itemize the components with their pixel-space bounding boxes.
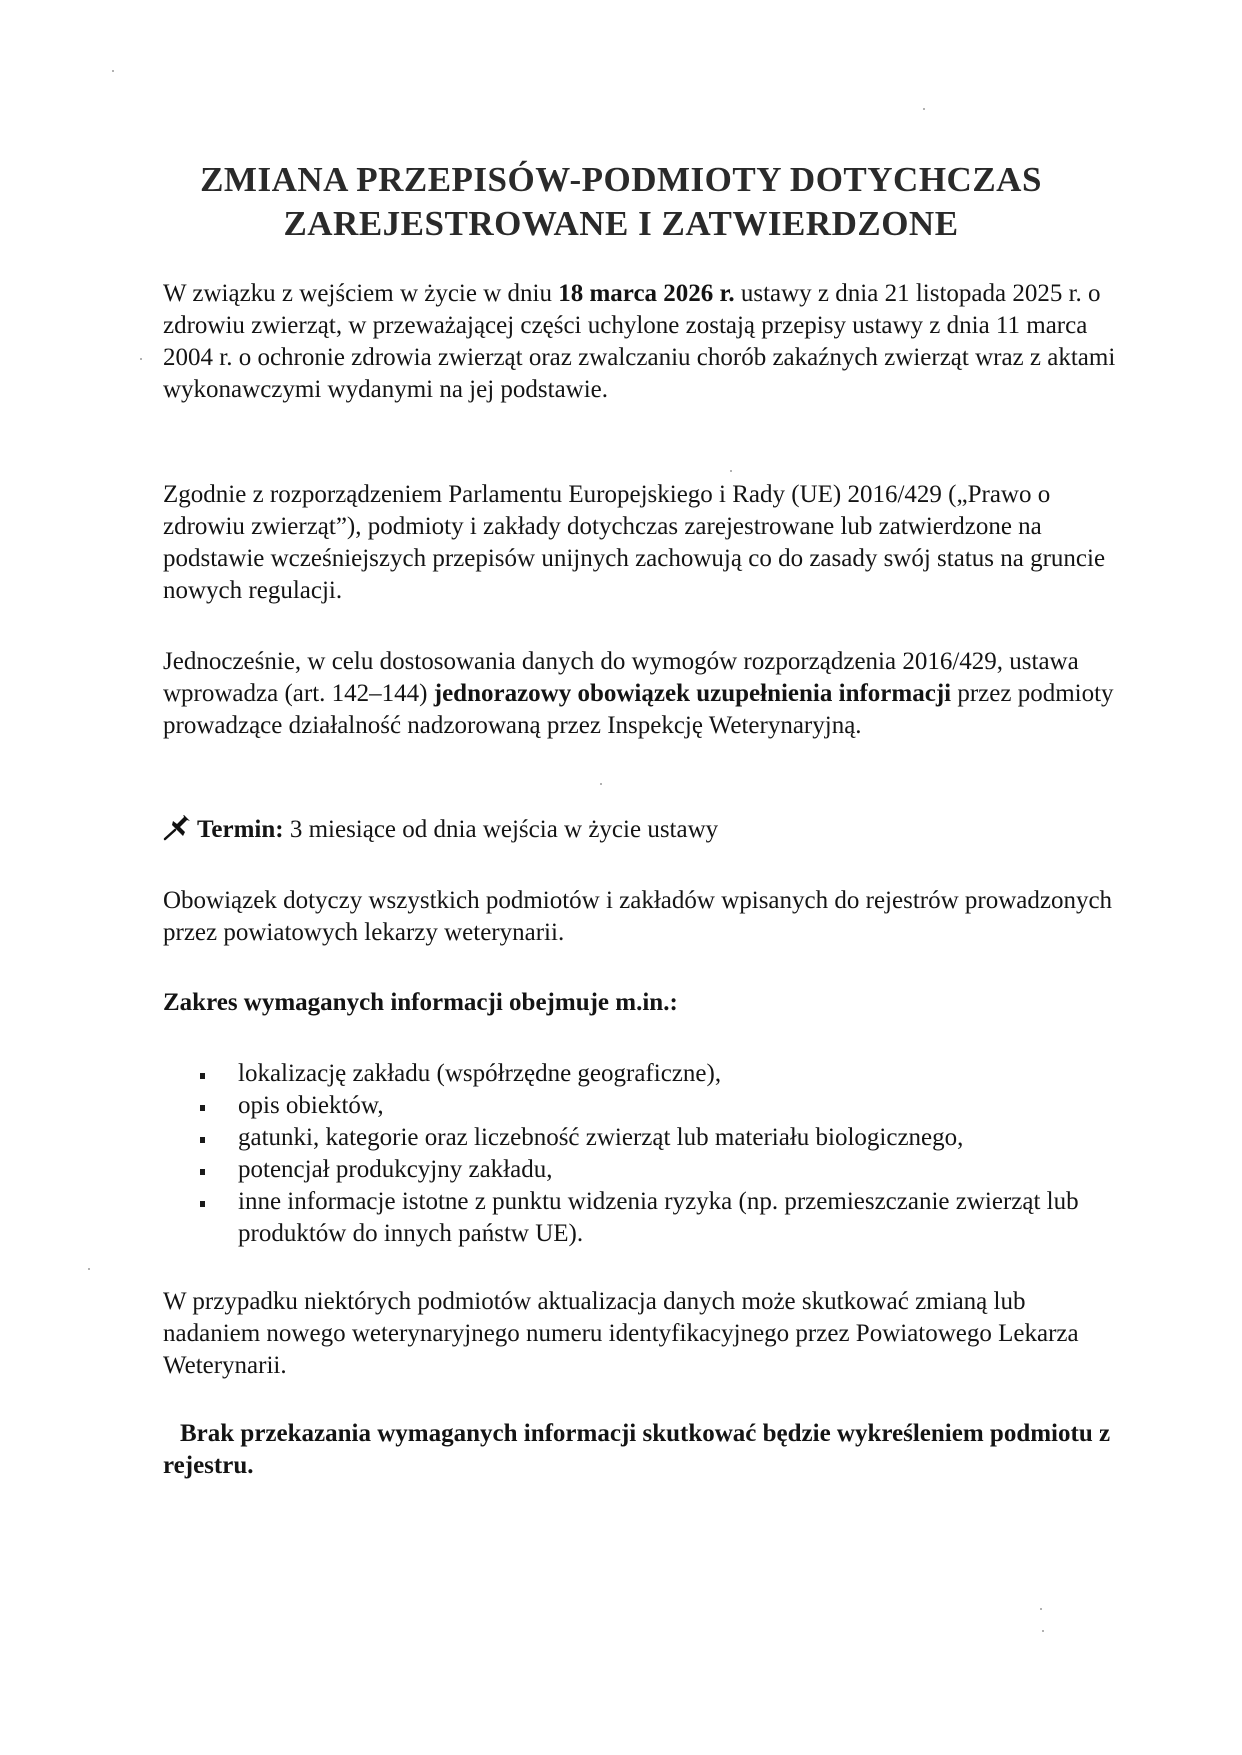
- list-item-text: potencjał produkcyjny zakładu,: [238, 1156, 553, 1183]
- list-heading: Zakres wymaganych informacji obejmuje m.in.:: [163, 989, 678, 1016]
- deadline-text: 3 miesiące od dnia wejścia w życie ustawy: [283, 816, 719, 843]
- paragraph-scope: Obowiązek dotyczy wszystkich podmiotów i zakładów wpisanych do rejestrów prowadzonych przez powiatowych lekarzy weterynarii.: [163, 887, 1113, 946]
- paragraph-effective-date: [163, 278, 1123, 406]
- effective-date: 18 marca 2026 r.: [558, 280, 735, 307]
- bullet-icon: [200, 1169, 205, 1175]
- paragraph-text: W związku z wejściem w życie w dniu: [163, 280, 559, 307]
- bullet-icon: [200, 1137, 205, 1143]
- deadline-label: Termin:: [197, 816, 284, 843]
- paragraph-text: ustawy z dnia 21 listopada 2025 r. o zdrowiu zwierząt, w przeważającej części uchylone zostają przepisy ustawy z dnia 11 marca 2004 r. o ochronie zdrowia zwierząt oraz zwalczaniu chorób zakaźnych zwierząt wraz z aktami wykonawczymi wydanymi na jej podstawie.: [163, 280, 1116, 403]
- list-item: [185, 1186, 1105, 1250]
- list-item: [185, 1154, 1105, 1186]
- paragraph-text: przez podmioty prowadzące działalność nadzorowaną przez Inspekcję Weterynaryjną.: [163, 680, 1114, 739]
- paragraph-warning: [163, 1418, 1123, 1482]
- paragraph-obligation: [163, 646, 1123, 742]
- list-item: [185, 1090, 1105, 1122]
- scan-speck: [730, 470, 732, 472]
- required-information-list: [185, 1058, 1105, 1250]
- title-line-1: ZMIANA PRZEPISÓW-PODMIOTY DOTYCHCZAS: [200, 160, 1042, 199]
- document-title: [100, 158, 1142, 246]
- list-item: [185, 1058, 1105, 1090]
- list-item-text: lokalizację zakładu (współrzędne geograficzne),: [238, 1060, 722, 1087]
- list-item: [185, 1122, 1105, 1154]
- warning-text: Brak przekazania wymaganych informacji skutkować będzie wykreśleniem podmiotu z rejestru.: [163, 1420, 1111, 1479]
- scan-speck: [112, 70, 114, 72]
- paragraph-identification-number: W przypadku niektórych podmiotów aktualizacja danych może skutkować zmianą lub nadaniem nowego weterynaryjnego numeru identyfikacyjnego przez Powiatowego Lekarza Weterynarii.: [163, 1288, 1079, 1379]
- scan-speck: [140, 358, 142, 360]
- scan-speck: [1042, 1630, 1044, 1632]
- deadline-line: [163, 814, 1123, 846]
- list-item-text: gatunki, kategorie oraz liczebność zwierząt lub materiału biologicznego,: [238, 1124, 964, 1151]
- title-line-2: ZAREJESTROWANE I ZATWIERDZONE: [283, 204, 959, 243]
- paragraph-eu-regulation: Zgodnie z rozporządzeniem Parlamentu Europejskiego i Rady (UE) 2016/429 („Prawo o zdrowiu zwierząt”), podmioty i zakłady dotychczas zarejestrowane lub zatwierdzone na podstawie wcześniejszych przepisów unijnych zachowują co do zasady swój status na gruncie nowych regulacji.: [163, 481, 1106, 604]
- bullet-icon: [200, 1105, 205, 1111]
- scan-speck: [1040, 1608, 1042, 1610]
- obligation-highlight: jednorazowy obowiązek uzupełnienia informacji: [433, 680, 952, 707]
- scan-speck: [923, 108, 925, 110]
- bullet-icon: [200, 1201, 205, 1207]
- scan-speck: [600, 783, 602, 785]
- list-item-text: inne informacje istotne z punktu widzenia ryzyka (np. przemieszczanie zwierząt lub produktów do innych państw UE).: [238, 1188, 1079, 1247]
- list-item-text: opis obiektów,: [238, 1092, 384, 1119]
- bullet-icon: [200, 1073, 205, 1079]
- pushpin-icon: [163, 815, 193, 841]
- scan-speck: [88, 1268, 90, 1270]
- paragraph-text: Jednocześnie, w celu dostosowania danych do wymogów rozporządzenia 2016/429, ustawa wprowadza (art. 142–144): [163, 648, 1079, 707]
